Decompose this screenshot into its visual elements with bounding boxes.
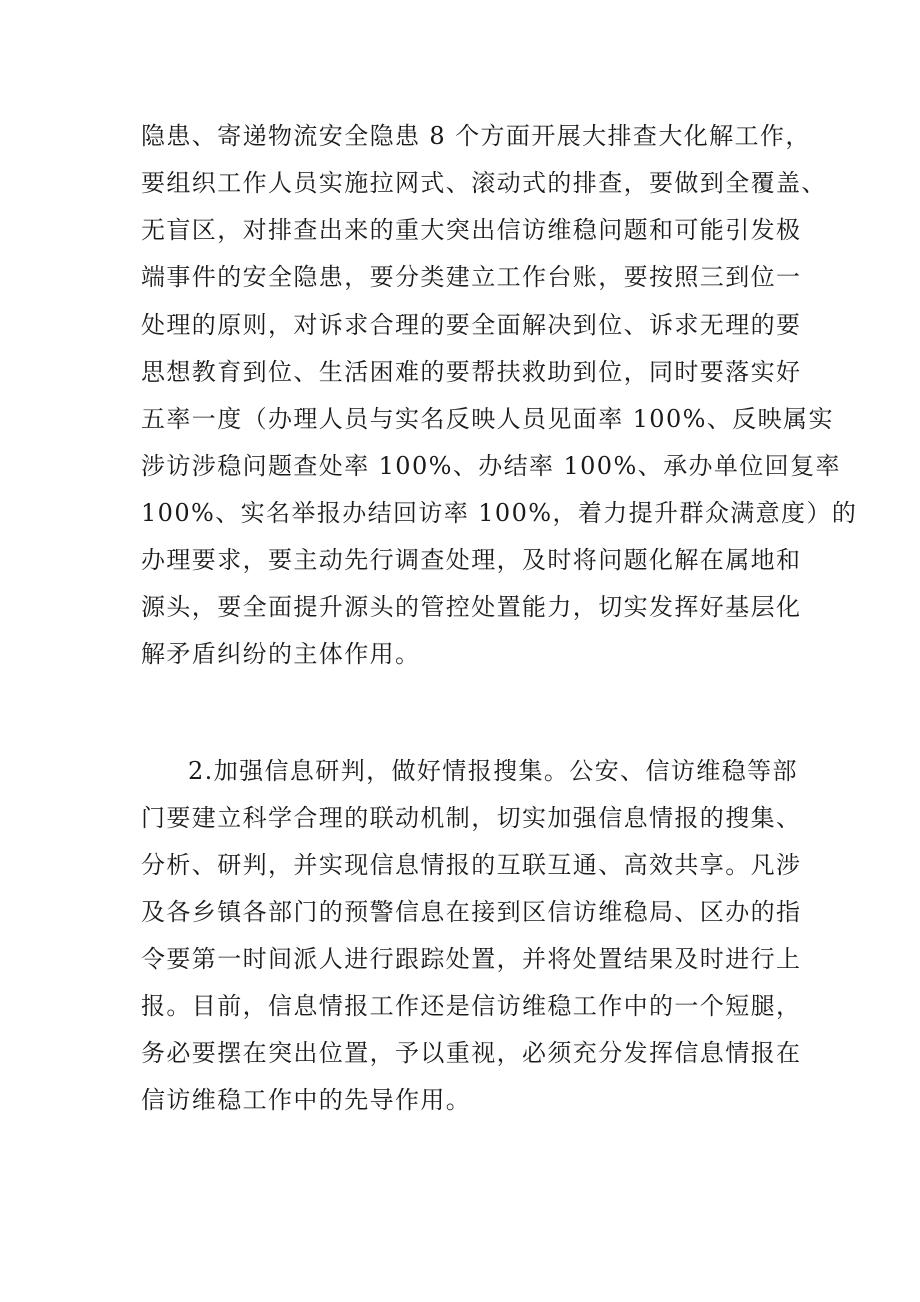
text-line: 五率一度（办理人员与实名反映人员见面率 100%、反映属实 <box>141 405 834 433</box>
text-line: 解矛盾纠纷的主体作用。 <box>141 640 421 668</box>
text-line: 务必要摆在突出位置，予以重视，必须充分发挥信息情报在 <box>141 1039 802 1067</box>
text-line: 端事件的安全隐患，要分类建立工作台账，要按照三到位一 <box>141 263 802 291</box>
text-line: 令要第一时间派人进行跟踪处置，并将处置结果及时进行上 <box>141 945 802 973</box>
text-line: 门要建立科学合理的联动机制，切实加强信息情报的搜集、 <box>141 804 802 832</box>
text-line: 分析、研判，并实现信息情报的互联互通、高效共享。凡涉 <box>141 851 802 879</box>
text-line: 信访维稳工作中的先导作用。 <box>141 1086 472 1114</box>
text-line: 源头，要全面提升源头的管控处置能力，切实发挥好基层化 <box>141 593 802 621</box>
text-line: 思想教育到位、生活困难的要帮扶救助到位，同时要落实好 <box>141 358 802 386</box>
text-line: 100%、实名举报办结回访率 100%，着力提升群众满意度）的 <box>141 499 858 527</box>
text-line: 及各乡镇各部门的预警信息在接到区信访维稳局、区办的指 <box>141 898 802 926</box>
text-line: 办理要求，要主动先行调查处理，及时将问题化解在属地和 <box>141 546 802 574</box>
text-line: 报。目前，信息情报工作还是信访维稳工作中的一个短腿， <box>141 992 802 1020</box>
text-line: 处理的原则，对诉求合理的要全面解决到位、诉求无理的要 <box>141 311 802 339</box>
text-line: 要组织工作人员实施拉网式、滚动式的排查，要做到全覆盖、 <box>141 169 827 197</box>
text-line: 隐患、寄递物流安全隐患 8 个方面开展大排查大化解工作， <box>141 122 811 150</box>
text-line: 涉访涉稳问题查处率 100%、办结率 100%、承办单位回复率 <box>141 452 841 480</box>
section-heading-line: 2.加强信息研判，做好情报搜集。公安、信访维稳等部 <box>188 757 798 785</box>
text-line: 无盲区，对排查出来的重大突出信访维稳问题和可能引发极 <box>141 216 802 244</box>
